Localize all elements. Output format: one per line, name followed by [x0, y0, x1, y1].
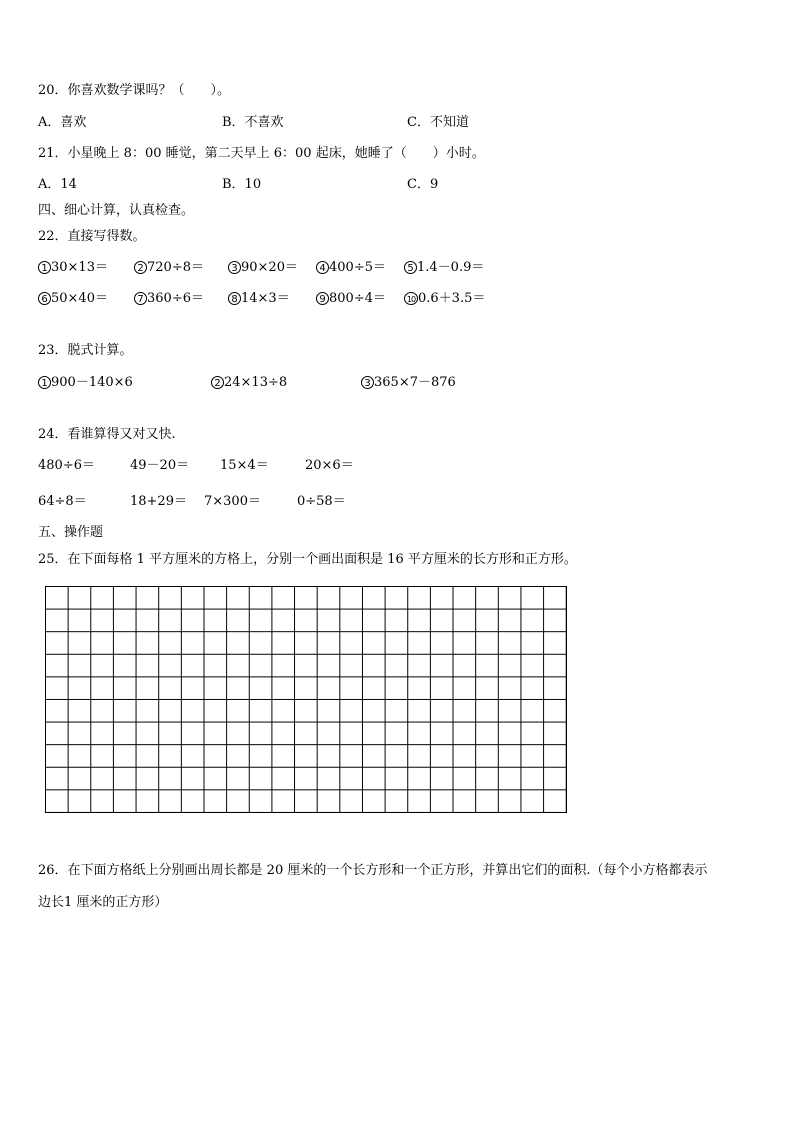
q23-item-1 — [38, 375, 133, 391]
q23-expr: 24×13÷8 — [224, 375, 288, 390]
q22-item-2 — [134, 260, 204, 276]
section-5-title: 五、操作题 — [38, 525, 104, 540]
q24-expr: 7×300＝ — [204, 494, 261, 509]
question-26-line-1: 26．在下面方格纸上分别画出周长都是 20 厘米的一个长方形和一个正方形，并算出它们的面积.（每个小方格都表示 — [38, 863, 708, 878]
q24-expr: 0÷58＝ — [297, 494, 346, 509]
q22-expr: 800÷4＝ — [329, 291, 386, 306]
q23-expr: 900－140×6 — [51, 375, 133, 390]
q20-option-b: B．不喜欢 — [222, 115, 284, 130]
q22-item-4 — [316, 260, 386, 276]
q22-item-8 — [228, 291, 290, 307]
circled-number: 4 — [316, 261, 329, 274]
q22-expr: 0.6＋3.5＝ — [418, 291, 486, 306]
q22-item-7 — [134, 291, 204, 307]
circled-number: 10 — [404, 292, 418, 305]
q23-item-3 — [361, 375, 456, 391]
circled-number: 5 — [404, 261, 417, 274]
q22-expr: 50×40＝ — [51, 291, 108, 306]
square-grid[interactable] — [45, 586, 567, 813]
q22-item-6 — [38, 291, 108, 307]
q24-expr: 49－20＝ — [130, 458, 190, 473]
q23-expr: 365×7－876 — [374, 375, 456, 390]
q24-expr: 15×4＝ — [220, 458, 269, 473]
q22-item-9 — [316, 291, 386, 307]
question-21: 21．小星晚上 8：00 睡觉，第二天早上 6：00 起床，她睡了（ ）小时。 — [38, 146, 485, 161]
q22-expr: 30×13＝ — [51, 260, 108, 275]
circled-number: 9 — [316, 292, 329, 305]
circled-number: 1 — [38, 261, 51, 274]
circled-number: 2 — [211, 376, 224, 389]
q21-option-a: A．14 — [38, 177, 77, 192]
q22-expr: 360÷6＝ — [147, 291, 204, 306]
q20-option-a: A．喜欢 — [38, 115, 87, 130]
q23-item-2 — [211, 375, 287, 391]
q22-expr: 720÷8＝ — [147, 260, 204, 275]
q22-item-3 — [228, 260, 298, 276]
question-23: 23．脱式计算。 — [38, 343, 133, 358]
question-25: 25．在下面每格 1 平方厘米的方格上，分别一个画出面积是 16 平方厘米的长方形和正方形。 — [38, 552, 577, 567]
question-26-line-2: 边长1 厘米的正方形） — [38, 895, 168, 910]
q22-expr: 14×3＝ — [241, 291, 290, 306]
q24-expr: 480÷6＝ — [38, 458, 95, 473]
q22-item-10 — [404, 291, 485, 307]
q22-expr: 1.4－0.9＝ — [417, 260, 485, 275]
question-22: 22．直接写得数。 — [38, 229, 146, 244]
section-4-title: 四、细心计算，认真检查。 — [38, 203, 195, 218]
circled-number: 1 — [38, 376, 51, 389]
question-20: 20．你喜欢数学课吗？（ ）。 — [38, 83, 231, 98]
q22-expr: 90×20＝ — [241, 260, 298, 275]
q21-option-c: C．9 — [407, 177, 439, 192]
circled-number: 6 — [38, 292, 51, 305]
q22-expr: 400÷5＝ — [329, 260, 386, 275]
q22-item-1 — [38, 260, 108, 276]
q24-expr: 18+29＝ — [130, 494, 187, 509]
circled-number: 3 — [228, 261, 241, 274]
q24-expr: 20×6＝ — [305, 458, 354, 473]
q22-item-5 — [404, 260, 484, 276]
circled-number: 8 — [228, 292, 241, 305]
circled-number: 3 — [361, 376, 374, 389]
q20-option-c: C．不知道 — [407, 115, 469, 130]
circled-number: 2 — [134, 261, 147, 274]
question-24: 24．看谁算得又对又快. — [38, 427, 176, 442]
circled-number: 7 — [134, 292, 147, 305]
q24-expr: 64÷8＝ — [38, 494, 87, 509]
q21-option-b: B．10 — [222, 177, 262, 192]
